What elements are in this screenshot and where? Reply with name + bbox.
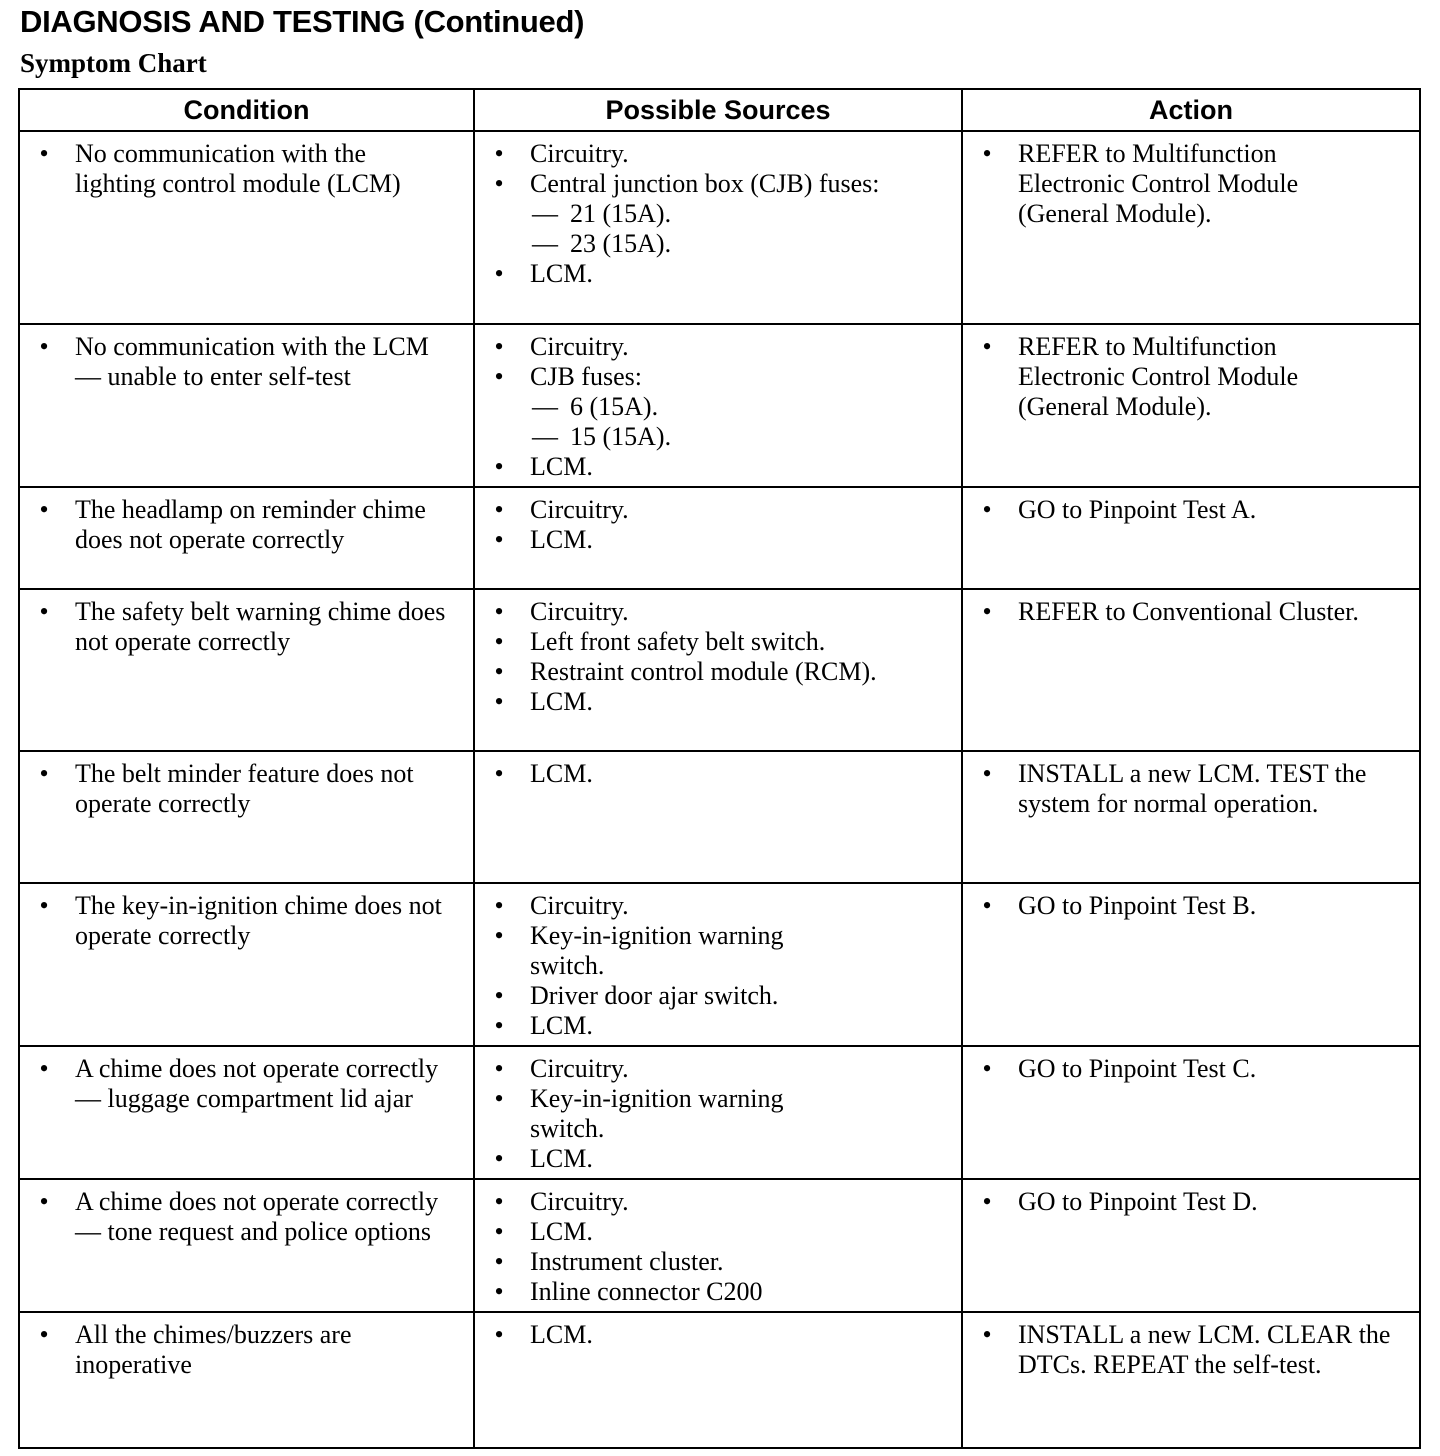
- condition-item: [20, 495, 473, 555]
- action-cell: [962, 883, 1420, 1046]
- action-text: GO to Pinpoint Test C.: [1018, 1054, 1257, 1083]
- source-text: Left front safety belt switch.: [530, 627, 826, 656]
- sources-list: [475, 597, 961, 717]
- condition-list: [20, 332, 473, 392]
- bullet-icon: •: [494, 981, 504, 1010]
- condition-text: All the chimes/buzzers are inoperative: [75, 1320, 352, 1379]
- source-item: [475, 1011, 961, 1041]
- bullet-icon: •: [982, 1187, 992, 1216]
- action-cell: [962, 751, 1420, 883]
- sub-source-text: 23 (15A).: [570, 229, 672, 258]
- action-text: GO to Pinpoint Test A.: [1018, 495, 1257, 524]
- action-item: [963, 1320, 1419, 1380]
- bullet-icon: •: [982, 1054, 992, 1083]
- bullet-icon: •: [494, 332, 504, 361]
- table-row: [19, 1179, 1420, 1312]
- source-text: Driver door ajar switch.: [530, 981, 779, 1010]
- source-text: Key-in-ignition warning switch.: [530, 921, 784, 980]
- source-item: [475, 627, 961, 657]
- bullet-icon: •: [494, 1054, 504, 1083]
- bullet-icon: •: [494, 627, 504, 656]
- source-text: LCM.: [530, 1144, 593, 1173]
- source-item: [475, 1187, 961, 1217]
- action-cell: [962, 324, 1420, 487]
- table-header-row: [19, 89, 1420, 131]
- sub-source-item: [530, 422, 955, 452]
- source-text: Circuitry.: [530, 891, 629, 920]
- condition-item: [20, 597, 473, 657]
- sub-source-list: [530, 392, 955, 452]
- action-list: [963, 1054, 1419, 1084]
- condition-cell: [19, 1179, 474, 1312]
- source-item: [475, 921, 961, 981]
- source-item: [475, 687, 961, 717]
- bullet-icon: •: [39, 495, 49, 524]
- possible-sources-cell: [474, 487, 962, 589]
- possible-sources-cell: [474, 1179, 962, 1312]
- source-item: [475, 597, 961, 627]
- source-text: Circuitry.: [530, 1187, 629, 1216]
- source-text: Inline connector C200: [530, 1277, 763, 1306]
- column-header-condition: Condition: [19, 89, 474, 131]
- bullet-icon: •: [494, 452, 504, 481]
- source-text: Circuitry.: [530, 1054, 629, 1083]
- sub-source-text: 15 (15A).: [570, 422, 672, 451]
- sources-list: [475, 1054, 961, 1174]
- bullet-icon: •: [494, 1277, 504, 1306]
- source-text: LCM.: [530, 1320, 593, 1349]
- sub-source-item: [530, 229, 955, 259]
- section-title: Symptom Chart: [20, 48, 207, 78]
- condition-text: No communication with the lighting control module (LCM): [75, 139, 401, 198]
- possible-sources-cell: [474, 131, 962, 324]
- possible-sources-cell: [474, 324, 962, 487]
- source-text: LCM.: [530, 759, 593, 788]
- source-item: [475, 525, 961, 555]
- action-item: [963, 332, 1419, 422]
- bullet-icon: •: [982, 495, 992, 524]
- action-text: REFER to Multifunction Electronic Control Module (General Module).: [1018, 332, 1299, 421]
- condition-cell: [19, 1046, 474, 1179]
- bullet-icon: •: [494, 169, 504, 198]
- dash-icon: —: [532, 422, 558, 451]
- source-item: [475, 981, 961, 1011]
- condition-list: [20, 1187, 473, 1247]
- table-row: [19, 487, 1420, 589]
- page-title: DIAGNOSIS AND TESTING (Continued): [20, 4, 585, 39]
- source-item: [475, 1054, 961, 1084]
- bullet-icon: •: [39, 891, 49, 920]
- condition-cell: [19, 1312, 474, 1448]
- source-text: Key-in-ignition warning switch.: [530, 1084, 784, 1143]
- action-cell: [962, 1179, 1420, 1312]
- table-row: [19, 324, 1420, 487]
- bullet-icon: •: [39, 332, 49, 361]
- condition-list: [20, 891, 473, 951]
- bullet-icon: •: [494, 1084, 504, 1113]
- possible-sources-cell: [474, 751, 962, 883]
- condition-text: The headlamp on reminder chime does not operate correctly: [75, 495, 426, 554]
- action-cell: [962, 1312, 1420, 1448]
- source-item: [475, 332, 961, 362]
- condition-text: A chime does not operate correctly — tone request and police options: [75, 1187, 439, 1246]
- action-cell: [962, 589, 1420, 751]
- action-list: [963, 332, 1419, 422]
- table-row: [19, 589, 1420, 751]
- sub-source-list: [530, 199, 955, 259]
- condition-cell: [19, 589, 474, 751]
- bullet-icon: •: [982, 759, 992, 788]
- action-cell: [962, 487, 1420, 589]
- source-text: LCM.: [530, 687, 593, 716]
- condition-cell: [19, 324, 474, 487]
- sub-source-item: [530, 392, 955, 422]
- action-list: [963, 891, 1419, 921]
- dash-icon: —: [532, 229, 558, 258]
- source-text: Circuitry.: [530, 495, 629, 524]
- condition-list: [20, 597, 473, 657]
- condition-cell: [19, 883, 474, 1046]
- source-item: [475, 362, 961, 452]
- table-row: [19, 751, 1420, 883]
- bullet-icon: •: [494, 687, 504, 716]
- bullet-icon: •: [982, 597, 992, 626]
- condition-list: [20, 495, 473, 555]
- condition-text: The safety belt warning chime does not operate correctly: [75, 597, 446, 656]
- source-item: [475, 759, 961, 789]
- source-item: [475, 1217, 961, 1247]
- sub-source-text: 21 (15A).: [570, 199, 672, 228]
- dash-icon: —: [532, 392, 558, 421]
- sources-list: [475, 495, 961, 555]
- action-text: REFER to Multifunction Electronic Control Module (General Module).: [1018, 139, 1299, 228]
- bullet-icon: •: [39, 1054, 49, 1083]
- table-row: [19, 883, 1420, 1046]
- action-item: [963, 759, 1419, 819]
- bullet-icon: •: [494, 657, 504, 686]
- action-text: GO to Pinpoint Test D.: [1018, 1187, 1258, 1216]
- bullet-icon: •: [39, 759, 49, 788]
- dash-icon: —: [532, 199, 558, 228]
- possible-sources-cell: [474, 589, 962, 751]
- bullet-icon: •: [39, 139, 49, 168]
- possible-sources-cell: [474, 1312, 962, 1448]
- source-text: LCM.: [530, 1011, 593, 1040]
- source-text: Restraint control module (RCM).: [530, 657, 877, 686]
- condition-text: The belt minder feature does not operate correctly: [75, 759, 414, 818]
- condition-text: The key-in-ignition chime does not operate correctly: [75, 891, 442, 950]
- table-row: [19, 1312, 1420, 1448]
- action-text: INSTALL a new LCM. CLEAR the DTCs. REPEAT the self-test.: [1018, 1320, 1391, 1379]
- condition-text: No communication with the LCM — unable to enter self-test: [75, 332, 429, 391]
- sources-list: [475, 891, 961, 1041]
- source-text: Circuitry.: [530, 332, 629, 361]
- action-item: [963, 495, 1419, 525]
- action-item: [963, 139, 1419, 229]
- bullet-icon: •: [39, 1320, 49, 1349]
- condition-item: [20, 139, 473, 199]
- source-item: [475, 1320, 961, 1350]
- bullet-icon: •: [494, 1011, 504, 1040]
- bullet-icon: •: [494, 1187, 504, 1216]
- action-list: [963, 759, 1419, 819]
- sources-list: [475, 759, 961, 789]
- source-item: [475, 495, 961, 525]
- source-item: [475, 259, 961, 289]
- condition-cell: [19, 487, 474, 589]
- bullet-icon: •: [494, 891, 504, 920]
- bullet-icon: •: [982, 891, 992, 920]
- action-item: [963, 891, 1419, 921]
- bullet-icon: •: [494, 1320, 504, 1349]
- source-item: [475, 139, 961, 169]
- bullet-icon: •: [39, 597, 49, 626]
- source-text: CJB fuses:: [530, 362, 642, 391]
- action-list: [963, 139, 1419, 229]
- bullet-icon: •: [982, 332, 992, 361]
- sub-source-text: 6 (15A).: [570, 392, 659, 421]
- column-header-possible-sources: Possible Sources: [474, 89, 962, 131]
- condition-cell: [19, 751, 474, 883]
- action-text: REFER to Conventional Cluster.: [1018, 597, 1359, 626]
- bullet-icon: •: [494, 139, 504, 168]
- source-item: [475, 891, 961, 921]
- source-text: LCM.: [530, 1217, 593, 1246]
- action-cell: [962, 131, 1420, 324]
- action-item: [963, 1054, 1419, 1084]
- source-text: LCM.: [530, 259, 593, 288]
- bullet-icon: •: [494, 259, 504, 288]
- source-item: [475, 657, 961, 687]
- source-text: Circuitry.: [530, 139, 629, 168]
- bullet-icon: •: [494, 921, 504, 950]
- source-text: Central junction box (CJB) fuses:: [530, 169, 880, 198]
- condition-item: [20, 1320, 473, 1380]
- possible-sources-cell: [474, 883, 962, 1046]
- bullet-icon: •: [494, 1144, 504, 1173]
- source-text: LCM.: [530, 525, 593, 554]
- action-list: [963, 495, 1419, 525]
- bullet-icon: •: [494, 362, 504, 391]
- source-item: [475, 452, 961, 482]
- condition-text: A chime does not operate correctly — luggage compartment lid ajar: [75, 1054, 439, 1113]
- condition-list: [20, 1054, 473, 1114]
- table-row: [19, 131, 1420, 324]
- bullet-icon: •: [39, 1187, 49, 1216]
- condition-item: [20, 1187, 473, 1247]
- source-item: [475, 1144, 961, 1174]
- source-item: [475, 169, 961, 259]
- symptom-chart-table: [18, 88, 1421, 1449]
- condition-item: [20, 759, 473, 819]
- condition-item: [20, 332, 473, 392]
- bullet-icon: •: [982, 139, 992, 168]
- source-item: [475, 1277, 961, 1307]
- source-text: LCM.: [530, 452, 593, 481]
- condition-item: [20, 891, 473, 951]
- bullet-icon: •: [494, 759, 504, 788]
- source-text: Instrument cluster.: [530, 1247, 724, 1276]
- bullet-icon: •: [494, 495, 504, 524]
- condition-item: [20, 1054, 473, 1114]
- action-list: [963, 597, 1419, 627]
- bullet-icon: •: [494, 1217, 504, 1246]
- action-list: [963, 1320, 1419, 1380]
- sources-list: [475, 1187, 961, 1307]
- condition-list: [20, 1320, 473, 1380]
- sources-list: [475, 332, 961, 482]
- action-text: GO to Pinpoint Test B.: [1018, 891, 1257, 920]
- condition-list: [20, 139, 473, 199]
- sub-source-item: [530, 199, 955, 229]
- possible-sources-cell: [474, 1046, 962, 1179]
- source-item: [475, 1247, 961, 1277]
- action-text: INSTALL a new LCM. TEST the system for normal operation.: [1018, 759, 1367, 818]
- bullet-icon: •: [982, 1320, 992, 1349]
- action-list: [963, 1187, 1419, 1217]
- bullet-icon: •: [494, 597, 504, 626]
- sources-list: [475, 1320, 961, 1350]
- action-item: [963, 1187, 1419, 1217]
- action-item: [963, 597, 1419, 627]
- sources-list: [475, 139, 961, 289]
- bullet-icon: •: [494, 525, 504, 554]
- column-header-action: Action: [962, 89, 1420, 131]
- source-item: [475, 1084, 961, 1144]
- condition-cell: [19, 131, 474, 324]
- action-cell: [962, 1046, 1420, 1179]
- table-row: [19, 1046, 1420, 1179]
- bullet-icon: •: [494, 1247, 504, 1276]
- condition-list: [20, 759, 473, 819]
- source-text: Circuitry.: [530, 597, 629, 626]
